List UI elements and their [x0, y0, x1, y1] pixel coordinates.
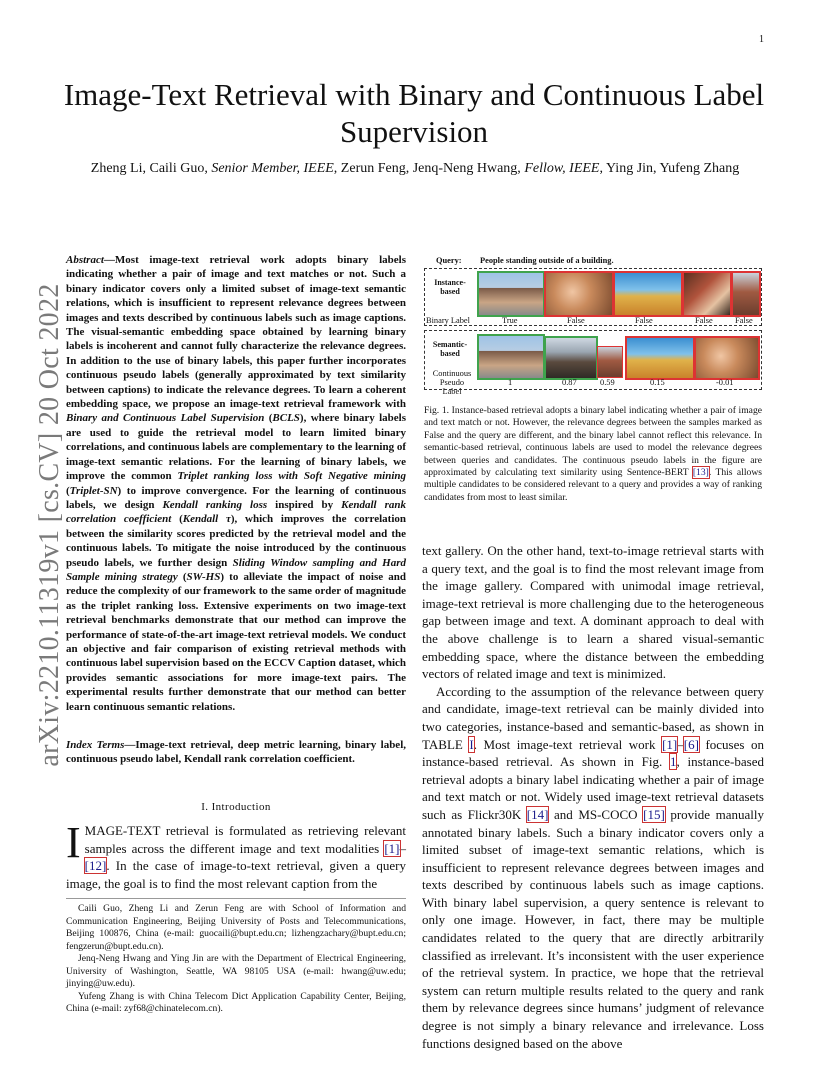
- abstract-emph: BCLS: [272, 412, 300, 425]
- image-thumbnail: [597, 346, 623, 378]
- footnote-3: Yufeng Zhang is with China Telecom Dict Application Capability Center, Beijing, China (e-mail: zyf68@chinatelecom.cn).: [66, 990, 406, 1014]
- image-thumbnail: [544, 336, 598, 380]
- abstract-text: (: [171, 513, 183, 526]
- abstract-text: (: [66, 484, 70, 497]
- figure-caption: [424, 405, 762, 504]
- continuous-label-caption: Continuous Pseudo Label: [432, 369, 472, 396]
- citation-link[interactable]: [1]: [662, 736, 678, 752]
- image-thumbnail: [613, 271, 683, 317]
- body-text: –: [677, 736, 684, 752]
- citation-link[interactable]: [1]: [384, 840, 400, 856]
- table-reference-link[interactable]: I: [469, 736, 474, 752]
- section-heading-introduction: I. Introduction: [201, 801, 271, 813]
- image-thumbnail: [477, 334, 545, 380]
- binary-value: True: [502, 316, 518, 325]
- image-thumbnail: [544, 271, 614, 317]
- abstract-text: (: [264, 412, 273, 425]
- query-label: Query:: [436, 256, 462, 265]
- continuous-value: 0.15: [650, 378, 665, 387]
- right-column-body: [422, 542, 764, 1052]
- abstract-emph: Kendall rank correlation coefficient: [66, 498, 406, 526]
- footnote-divider: [66, 898, 406, 899]
- abstract-text: —Most image-text retrieval work adopts binary labels indicating whether a pair of image and text matches or not. Such a binary indicator covers only a limited subset of image-text semantic relations, which is insufficient to represent relevance degrees between images and texts described by continuous labels such as image captions. The visual-semantic embedding space obtained by learning binary labels is incoherent and cannot fully characterize the relevance degrees. In addition to the use of binary labels, this paper further incorporates continuous pseudo labels (generally approximated by text similarity between captions) to indicate the relevance degrees. To learn a coherent embedding space, we propose an image-text retrieval framework with: [66, 254, 406, 411]
- author-role-2: Fellow, IEEE: [524, 161, 600, 176]
- body-text: . Most image-text retrieval work: [473, 736, 663, 752]
- image-thumbnail: [731, 271, 761, 317]
- arxiv-id-text: arXiv:2210.11319v1 [cs.CV] 20 Oct 2022: [34, 283, 65, 767]
- continuous-value: 1: [508, 378, 513, 387]
- image-thumbnail: [477, 271, 545, 317]
- figure-reference-link[interactable]: 1: [669, 754, 677, 770]
- index-terms-label: Index Terms: [66, 739, 125, 751]
- continuous-value: -0.01: [716, 378, 734, 387]
- intro-text: . In the case of image-to-text retrieval, given a query image, the goal is to find the most relevant caption from the: [66, 858, 406, 891]
- drop-cap: I: [66, 818, 81, 867]
- binary-value: False: [567, 316, 585, 325]
- body-text: focuses on instance-based retrieval. As shown in Fig.: [422, 736, 764, 770]
- binary-value: False: [695, 316, 713, 325]
- figure-1: [424, 256, 762, 396]
- query-text: People standing outside of a building.: [480, 256, 614, 265]
- body-text: provide manually annotated binary labels. Such a binary indicator covers only a limited subset of image-text semantic relations, which is insufficient to represent relevance degrees between images and texts described by continuous labels such as image captions. With binary label supervision, a query sentence is relevant to only one image. However, in fact, there may be multiple candidates related to the query that are directly arbitrarily classified as irrelevant. It’s inconsistent with the user experience of the retrieval system. In practice, we hope that the retrieval system can return multiple results related to the query and rank them by relevance degrees since humans’ judgment of relevance degree is not simply a binary relevance and irrelevance. Loss functions designed based on the above: [422, 806, 764, 1051]
- continuous-value: 0.87: [562, 378, 577, 387]
- body-text: , instance-based retrieval adopts a binary label indicating whether a pair of image and text match or not. Widely used image-text retrieval datasets such as Flickr30K: [422, 754, 764, 822]
- abstract-text: (: [177, 570, 187, 583]
- binary-value: False: [735, 316, 753, 325]
- abstract: [66, 253, 406, 714]
- abstract-emph: Kendall τ: [182, 513, 231, 526]
- introduction-paragraph: [66, 818, 406, 892]
- author-list: [70, 159, 760, 178]
- semantic-based-label: Semantic-based: [432, 340, 468, 358]
- citation-link[interactable]: [14]: [526, 806, 549, 822]
- intro-text: –: [399, 840, 406, 856]
- body-paragraph: text gallery. On the other hand, text-to-image retrieval starts with a query text, and the goal is to find the most relevant image from the image gallery. Compared with unimodal image retrieval, image-text retrieval is more challenging due to the heterogeneous gap between image and text. A dominant approach to deal with the above challenge is to learn a shared visual-semantic embedding space, where the distance between the embedding vectors of related image and text is minimized.: [422, 543, 764, 682]
- abstract-emph: Triplet-SN: [69, 484, 118, 497]
- abstract-emph: Kendall ranking loss: [162, 498, 268, 511]
- footnote-2: Jenq-Neng Hwang and Ying Jin are with the Department of Electrical Engineering, University of Washington, Seattle, WA 98105 USA (e-mail: hwang@uw.edu; jinying@uw.edu).: [66, 953, 406, 989]
- caption-text: Fig. 1. Instance-based retrieval adopts a binary label indicating whether a pair of image and text match or not. However, the relevance degrees between the samples marked as False and the query are different, and the binary label cannot reflect this relevance. In semantic-based retrieval, continuous labels are used to model the relevance degrees between queries and candidates. The continuous pseudo labels in the figure are approximated by calculating text similarity using Sentence-BERT: [424, 405, 762, 479]
- citation-link[interactable]: [6]: [683, 736, 699, 752]
- binary-value: False: [635, 316, 653, 325]
- body-paragraph: [422, 683, 764, 1052]
- citation-link[interactable]: [13]: [692, 467, 709, 479]
- authors-part-2: , Zerun Feng, Jenq-Neng Hwang,: [333, 161, 525, 176]
- paper-title: Image-Text Retrieval with Binary and Continuous Label Supervision: [63, 77, 765, 149]
- index-terms: [66, 738, 406, 767]
- body-text: According to the assumption of the relevance between query and candidate, image-text retrieval can be mainly divided into two categories, instance-based and semantic-based, as shown in TABLE: [422, 683, 764, 752]
- author-role-1: Senior Member, IEEE: [211, 161, 334, 176]
- abstract-text: ) to improve convergence. For the learning of continuous labels, we design: [66, 484, 406, 511]
- body-text: and MS-COCO: [548, 806, 644, 822]
- continuous-value: 0.59: [600, 378, 615, 387]
- abstract-emph: Binary and Continuous Label Supervision: [66, 412, 265, 425]
- citation-link[interactable]: [15]: [643, 806, 665, 822]
- authors-part-3: , Ying Jin, Yufeng Zhang: [599, 161, 740, 176]
- abstract-text: ), which improves the correlation between the similarity scores predicted by the retrieval model and the continuous labels. To mitigate the noise introduced by the continuous pseudo labels, we further design: [66, 513, 406, 569]
- index-terms-text: —Image-text retrieval, deep metric learning, binary label, continuous pseudo label, Kendall rank correlation coefficient.: [66, 739, 406, 766]
- abstract-text: ) to alleviate the impact of noise and reduce the complexity of our framework to the same order of magnitude as the triplet ranking loss. Extensive experiments on two image-text retrieval benchmarks demonstrate that our method can improve the performance of state-of-the-art image-text retrieval models. We conduct an objective and fair comparison of existing retrieval methods with continuous label supervision based on the ECCV Caption dataset, which provides semantic associations for more image-text pairs. The experimental results further demonstrate that our method can better learn continuous semantic relations.: [66, 570, 406, 713]
- image-thumbnail: [694, 336, 760, 380]
- affiliation-footnotes: [66, 903, 406, 1016]
- abstract-text: inspired by: [267, 498, 342, 511]
- caption-text: . This allows multiple candidates to be considered relevant to a query and provides a way of ranking candidates from most to least similar.: [424, 467, 762, 503]
- image-thumbnail: [625, 336, 695, 380]
- footnote-1: Caili Guo, Zheng Li and Zerun Feng are with School of Information and Communication Engineering, Beijing University of Posts and Telecommunications, Beijing 100876, China (e-mail: guocaili@bupt.edu.cn; lizhengzachary@bupt.edu.cn; fengzerun@bupt.edu.cn).: [66, 903, 406, 952]
- image-thumbnail: [682, 271, 732, 317]
- intro-text: MAGE-TEXT retrieval is formulated as retrieving relevant samples across the different image and text modalities: [84, 823, 406, 856]
- citation-link[interactable]: [12]: [84, 858, 107, 874]
- abstract-emph: Triplet ranking loss with Soft Negative mining: [177, 470, 406, 483]
- abstract-text: ), where binary labels are used to guide the retrieval model to learn limited binary correlations, and continuous labels are complementary to the learning of image-text semantic relations. For the learning of binary labels, we improve the common: [66, 412, 406, 483]
- binary-label-caption: Binary Label: [426, 316, 470, 325]
- abstract-label: Abstract: [66, 254, 104, 266]
- abstract-emph: SW-HS: [186, 570, 221, 583]
- abstract-emph: Sliding Window sampling and Hard Sample mining strategy: [66, 556, 406, 583]
- instance-based-label: Instance-based: [434, 278, 466, 296]
- authors-part-1: Zheng Li, Caili Guo,: [90, 161, 212, 176]
- page-number: 1: [759, 34, 764, 45]
